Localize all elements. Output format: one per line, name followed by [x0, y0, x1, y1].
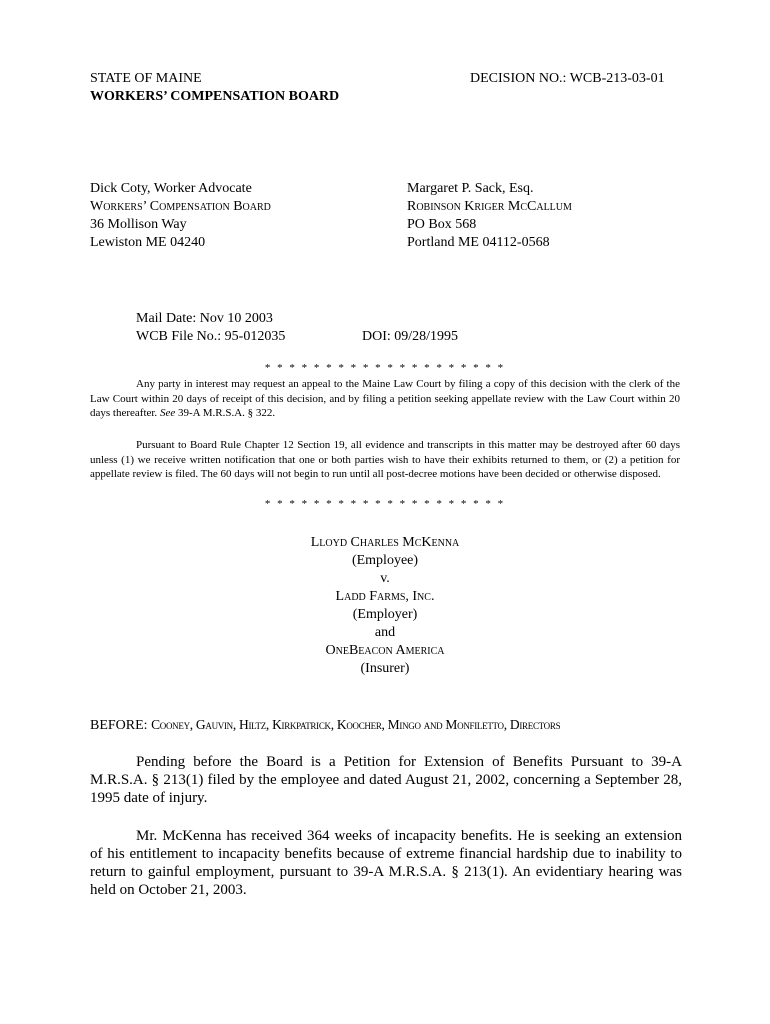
body-paragraph-2: Mr. McKenna has received 364 weeks of incapacity benefits. He is seeking an extension of his entitlement to incapacity benefits because of extreme financial hardship due to inability to return to gainful employment, pursuant to 39-A M.R.S.A. § 213(1). An evidentiary hearing was held on October 21, 2003.	[90, 828, 682, 898]
insurer-name: OneBeacon America	[325, 643, 445, 658]
attorney-city: Portland ME 04112-0568	[407, 235, 550, 250]
before-line	[90, 716, 560, 735]
separator-top: * * * * * * * * * * * * * * * * * * * *	[264, 362, 506, 374]
employer-role: (Employer)	[352, 607, 418, 622]
advocate-name: Dick Coty, Worker Advocate	[90, 181, 252, 196]
advocate-city: Lewiston ME 04240	[90, 235, 206, 250]
employee-role: (Employee)	[351, 553, 419, 568]
right-address-block	[407, 180, 572, 252]
advocate-org: Workers’ Compensation Board	[90, 199, 271, 214]
insurer-role: (Insurer)	[360, 661, 410, 676]
date-of-injury: DOI: 09/28/1995	[362, 329, 459, 344]
state-heading: STATE OF MAINE	[90, 71, 202, 86]
board-heading: WORKERS’ COMPENSATION BOARD	[90, 89, 340, 104]
advocate-street: 36 Mollison Way	[90, 217, 187, 232]
header-left	[90, 70, 339, 106]
attorney-street: PO Box 568	[407, 217, 477, 232]
left-address-block	[90, 180, 271, 252]
attorney-name: Margaret P. Sack, Esq.	[407, 181, 534, 196]
before-label: BEFORE:	[90, 718, 148, 733]
appeal-notice-text-b: 39-A M.R.S.A. § 322.	[175, 407, 276, 419]
mail-info	[136, 310, 285, 346]
attorney-org: Robinson Kriger McCallum	[407, 199, 572, 214]
appeal-notice-see: See	[159, 407, 176, 419]
decision-number: DECISION NO.: WCB-213-03-01	[470, 71, 665, 86]
directors-list: Cooney, Gauvin, Hiltz, Kirkpatrick, Koocher, Mingo and Monfiletto, Directors	[151, 717, 561, 732]
versus: v.	[380, 571, 390, 586]
employer-name: Ladd Farms, Inc.	[335, 589, 435, 604]
appeal-notice-text-a: Any party in interest may request an appeal to the Maine Law Court by filing a copy of this decision with the clerk of the Law Court within 20 days of receipt of this decision, and by filing a petition seeking appellate review with the Law Court within 20 days thereafter.	[90, 378, 680, 419]
appeal-notice	[90, 377, 680, 421]
and-connector: and	[374, 625, 396, 640]
evidence-notice: Pursuant to Board Rule Chapter 12 Section 19, all evidence and transcripts in this matter may be destroyed after 60 days unless (1) we receive written notification that one or both parties wish to have their exhibits returned to them, or (2) a petition for appellate review is filed. The 60 days will not begin to run until all post-decree motions have been decided or otherwise disposed.	[90, 439, 680, 480]
file-number: WCB File No.: 95-012035	[136, 329, 286, 344]
case-caption	[235, 534, 535, 678]
mail-date: Mail Date: Nov 10 2003	[136, 311, 273, 326]
employee-name: Lloyd Charles McKenna	[310, 535, 460, 550]
separator-bottom: * * * * * * * * * * * * * * * * * * * *	[264, 498, 506, 510]
body-paragraph-1: Pending before the Board is a Petition for Extension of Benefits Pursuant to 39-A M.R.S.A. § 213(1) filed by the employee and dated August 21, 2002, concerning a September 28, 1995 date of injury.	[90, 754, 682, 806]
